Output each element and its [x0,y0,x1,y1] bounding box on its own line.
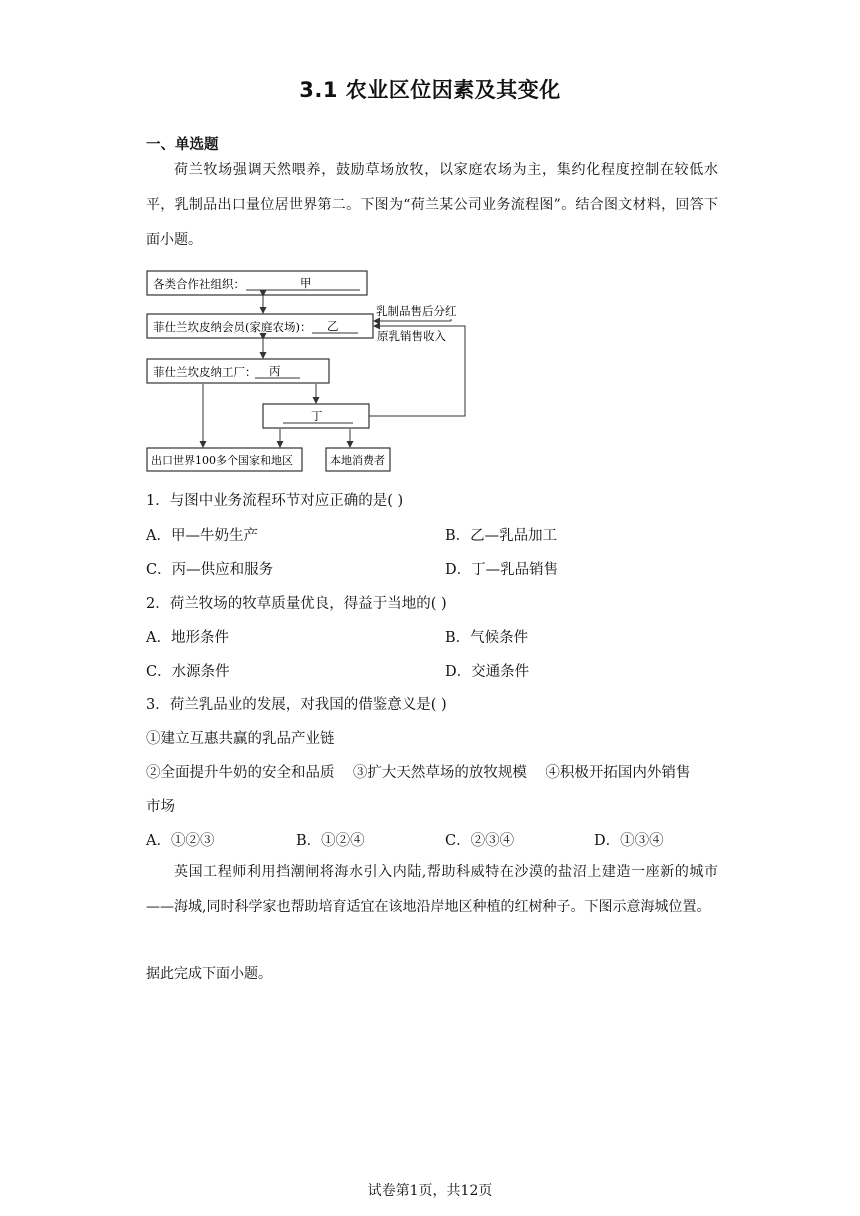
blank-yi: 乙 [327,319,339,333]
local-label: 本地消费者 [330,454,385,467]
q3-item-4-cont: 市场 [146,799,175,815]
coops-label: 各类合作社组织： [153,277,245,291]
section-heading: 一、单选题 [146,137,219,153]
q3-option-b: B．①②④ [296,833,365,849]
raw-income-label: 原乳销售收入 [377,329,446,343]
q3-item-1: ①建立互惠共赢的乳品产业链 [146,731,335,747]
q3-stem: 3．荷兰乳品业的发展，对我国的借鉴意义是( ) [146,697,447,713]
q1-option-a: A．甲—牛奶生产 [146,528,258,544]
blank-bing: 丙 [269,364,281,378]
q1-option-d: D．丁—乳品销售 [445,562,559,578]
export-label: 出口世界100多个国家和地区 [151,454,293,467]
q3-option-c: C．②③④ [445,833,515,849]
page-footer: 试卷第1页，共12页 [367,1183,493,1199]
q1-option-c: C．丙—供应和服务 [146,562,274,578]
q2-stem: 2．荷兰牧场的牧草质量优良，得益于当地的( ) [146,596,447,612]
passage-2: 英国工程师利用挡潮闸将海水引入内陆,帮助科威特在沙漠的盐沼上建造一座新的城市——海城,同时科学家也帮助培育适宜在该地沿岸地区种植的红树种子。下图示意海城位置。 [146,864,718,915]
q3-option-d: D．①③④ [594,833,664,849]
q2-option-b: B．气候条件 [445,630,529,646]
q1-stem: 1．与图中业务流程环节对应正确的是( ) [146,493,404,509]
passage-1: 荷兰牧场强调天然喂养，鼓励草场放牧，以家庭农场为主，集约化程度控制在较低水平，乳制品出口量位居世界第二。下图为“荷兰某公司业务流程图”。结合图文材料，回答下面小题。 [146,162,718,248]
blank-jia: 甲 [300,276,312,290]
flow-diagram [140,266,480,476]
q2-option-d: D．交通条件 [445,664,530,680]
members-label: 菲仕兰坎皮纳会员(家庭农场)： [153,320,312,334]
passage-2-follow: 据此完成下面小题。 [146,966,272,982]
dividend-label: 乳制品售后分红 [376,304,457,318]
q2-option-c: C．水源条件 [146,664,230,680]
q1-option-b: B．乙—乳品加工 [445,528,558,544]
q3-option-a: A．①②③ [146,833,215,849]
page-title: 3.1 农业区位因素及其变化 [299,78,561,102]
factory-label: 菲仕兰坎皮纳工厂： [153,365,257,379]
blank-ding: 丁 [311,409,323,423]
q3-items-2-4: ②全面提升牛奶的安全和品质 ③扩大天然草场的放牧规模 ④积极开拓国内外销售 [146,765,691,781]
q2-option-a: A．地形条件 [146,630,229,646]
